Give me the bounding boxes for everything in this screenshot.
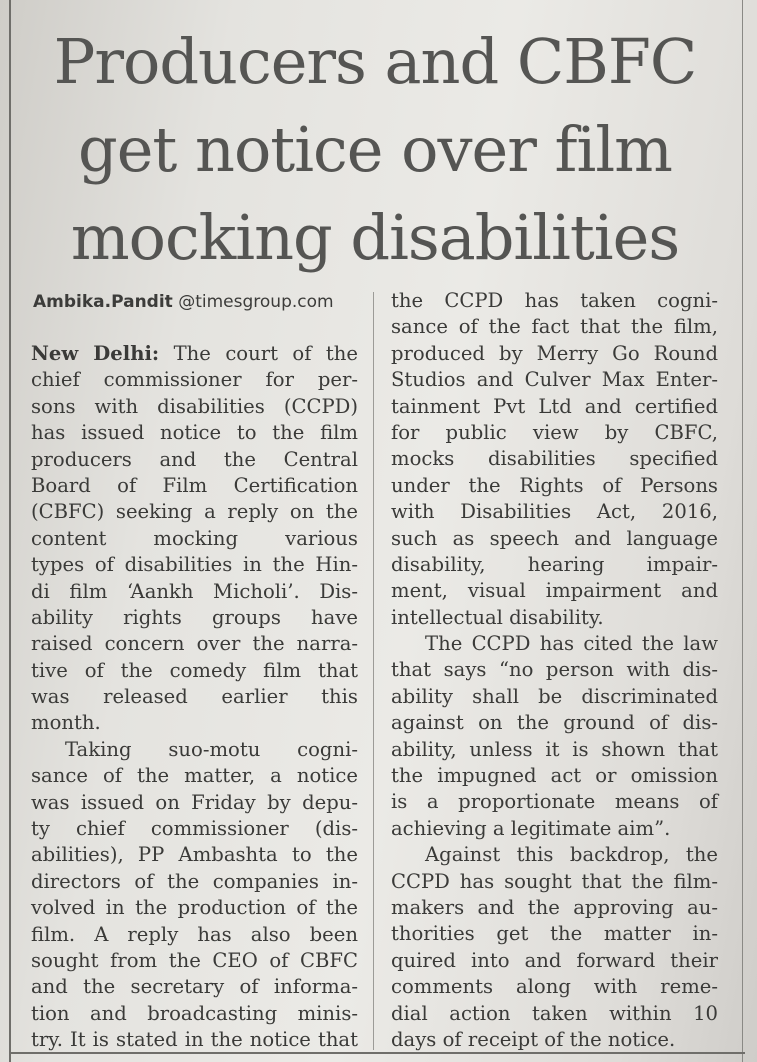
article-column-right	[391, 288, 718, 1053]
body-line: thorities get the matter in-	[391, 922, 718, 946]
body-line: such as speech and language	[391, 526, 718, 550]
body-line: volved in the production of the	[31, 896, 358, 920]
body-line: the impugned act or omission	[391, 764, 718, 788]
body-line: producers and the Central	[31, 447, 358, 471]
body-line: Studios and Culver Max Enter-	[391, 368, 718, 392]
body-line: was issued on Friday by depu-	[31, 790, 358, 814]
right-column-rule	[742, 0, 743, 1062]
headline-line: get notice over film	[78, 113, 672, 186]
body-line: disability, hearing impair-	[391, 552, 718, 576]
body-line: Board of Film Certification	[31, 473, 358, 497]
body-line: quired into and forward their	[391, 948, 718, 972]
body-line: comments along with reme-	[391, 975, 718, 999]
left-column-rule	[9, 0, 11, 1062]
article-column-left	[31, 341, 358, 1054]
body-line: month.	[31, 711, 101, 735]
body-line: under the Rights of Persons	[391, 473, 718, 497]
body-line: ability rights groups have	[31, 605, 358, 629]
body-line: is a proportionate means of	[391, 790, 718, 814]
body-line: days of receipt of the notice.	[391, 1027, 676, 1051]
body-line: mocks disabilities specified	[391, 447, 718, 471]
body-line: raised concern over the narra-	[31, 632, 358, 656]
body-line: content mocking various	[31, 526, 358, 550]
body-line: and the secretary of informa-	[31, 975, 358, 999]
body-line: tive of the comedy film that	[31, 658, 358, 682]
column-divider	[373, 292, 374, 1050]
body-line: tion and broadcasting minis-	[31, 1001, 358, 1025]
body-line-text: The court of the	[159, 342, 359, 365]
body-line: sought from the CEO of CBFC	[31, 948, 358, 972]
body-line: sance of the matter, a notice	[31, 764, 358, 788]
body-line: achieving a legitimate aim”.	[391, 816, 671, 840]
body-line: The CCPD has cited the law	[425, 632, 718, 656]
body-line: that says “no person with dis-	[391, 658, 718, 682]
body-line: ment, visual impairment and	[391, 579, 718, 603]
byline-author: Ambika.Pandit	[33, 292, 173, 312]
body-line: intellectual disability.	[391, 605, 604, 629]
body-line: sons with disabilities (CCPD)	[31, 394, 358, 418]
body-line: Against this backdrop, the	[425, 843, 718, 867]
byline	[33, 291, 334, 313]
headline-line: Producers and CBFC	[53, 25, 697, 98]
body-line: has issued notice to the film	[31, 421, 358, 445]
body-line	[31, 341, 358, 367]
body-line: chief commissioner for per-	[31, 368, 358, 392]
headline-line: mocking disabilities	[70, 201, 680, 274]
body-line: ty chief commissioner (dis-	[31, 817, 358, 841]
headline	[20, 18, 730, 282]
body-line: against on the ground of dis-	[391, 711, 718, 735]
body-line: (CBFC) seeking a reply on the	[31, 500, 358, 524]
body-line: sance of the fact that the film,	[391, 315, 718, 339]
body-line: was released earlier this	[31, 685, 358, 709]
body-line: ability, unless it is shown that	[391, 737, 718, 761]
body-line: the CCPD has taken cogni-	[391, 289, 718, 312]
body-line: CCPD has sought that the film-	[391, 869, 718, 893]
body-line: for public view by CBFC,	[391, 420, 718, 444]
body-line: di film ‘Aankh Micholi’. Dis-	[31, 579, 358, 603]
body-line: produced by Merry Go Round	[391, 341, 718, 365]
body-line: ability shall be discriminated	[391, 684, 718, 708]
body-line: dial action taken within 10	[391, 1001, 718, 1025]
byline-email: @timesgroup.com	[172, 292, 334, 312]
dateline: New Delhi:	[31, 342, 160, 365]
body-line: types of disabilities in the Hin-	[31, 553, 358, 577]
body-line: try. It is stated in the notice that	[31, 1028, 358, 1052]
body-line: with Disabilities Act, 2016,	[391, 500, 718, 524]
body-line: directors of the companies in-	[31, 869, 358, 893]
body-line: film. A reply has also been	[31, 922, 358, 946]
body-line: abilities), PP Ambashta to the	[31, 843, 358, 867]
body-line: Taking suo-motu cogni-	[65, 737, 358, 761]
body-line: tainment Pvt Ltd and certified	[391, 394, 718, 418]
body-line: makers and the approving au-	[391, 895, 718, 919]
